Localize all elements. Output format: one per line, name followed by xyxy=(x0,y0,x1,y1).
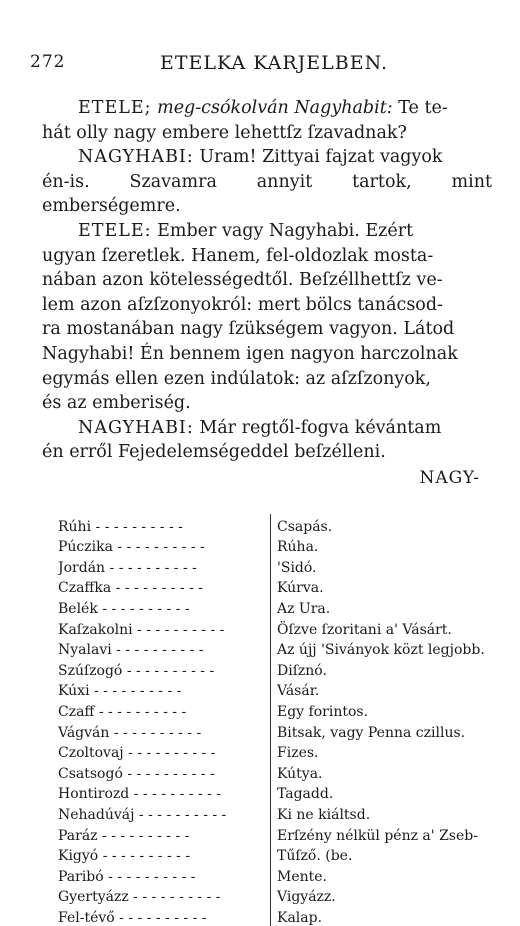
glossary-meaning: Az Ura. xyxy=(277,600,331,617)
glossary-meaning: Csapás. xyxy=(277,518,333,535)
column-rule xyxy=(270,741,271,762)
glossary-meaning: Diſznó. xyxy=(277,662,327,679)
glossary-term-cell xyxy=(58,766,270,782)
glossary-meaning: Tűſző. (be. xyxy=(277,848,353,865)
leader-dashes: - - - - - - - - - - xyxy=(114,909,207,926)
glossary-row xyxy=(58,535,498,556)
column-rule xyxy=(270,596,271,617)
column-rule xyxy=(270,535,271,556)
glossary-term: Czaff xyxy=(58,703,95,720)
glossary-row xyxy=(58,802,498,823)
leader-dashes: - - - - - - - - - - xyxy=(122,765,215,782)
leader-dashes: - - - - - - - - - - xyxy=(105,559,197,576)
glossary-term: Czaffka xyxy=(58,580,112,597)
speech-line: Uram! Zittyai fajzat vagyok xyxy=(199,147,443,168)
speech-line: én erről Fejedelemségeddel beſzélleni. xyxy=(42,442,386,463)
glossary-term: Szúſzogó xyxy=(58,662,123,679)
speech-line: Te te- xyxy=(398,98,448,118)
glossary-term-cell xyxy=(58,745,270,761)
glossary-term: Nehadúváj xyxy=(58,806,135,823)
leader-dashes: - - - - - - - - - - xyxy=(97,600,190,617)
glossary-term-cell xyxy=(58,704,270,720)
glossary-row xyxy=(58,576,498,597)
glossary-term-cell xyxy=(58,683,270,699)
column-rule xyxy=(270,782,271,803)
glossary-term: Vágván xyxy=(58,724,110,741)
glossary-term: Púczika xyxy=(58,539,113,556)
glossary-term: Hontirozd xyxy=(58,786,130,803)
glossary-meaning: Öſzve ſzoritani a' Vásárt. xyxy=(277,621,452,638)
glossary-term-cell xyxy=(58,642,270,658)
glossary-row xyxy=(58,658,498,679)
leader-dashes: - - - - - - - - - - xyxy=(94,703,187,720)
leader-dashes: - - - - - - - - - - xyxy=(111,580,204,597)
glossary-row xyxy=(58,905,498,926)
leader-dashes: - - - - - - - - - - xyxy=(89,683,182,700)
speaker-name: ETELE; xyxy=(78,98,152,118)
column-rule xyxy=(270,679,271,700)
glossary-row xyxy=(58,679,498,700)
glossary-term-cell xyxy=(58,910,270,926)
column-rule xyxy=(270,576,271,597)
glossary-meaning: Kalap. xyxy=(277,909,323,926)
glossary-term: Belék xyxy=(58,600,98,617)
glossary-meaning: 'Sidó. xyxy=(277,559,317,576)
glossary-row xyxy=(58,782,498,803)
leader-dashes: - - - - - - - - - - xyxy=(103,868,196,885)
glossary-row xyxy=(58,514,498,535)
glossary-row xyxy=(58,823,498,844)
glossary-table xyxy=(58,514,498,926)
speech-line: Nagyhabi! Én bennem igen nagyon harczolnak xyxy=(42,343,458,364)
catchword: NAGY- xyxy=(419,468,480,488)
paragraph xyxy=(42,96,492,145)
glossary-term-cell xyxy=(58,848,270,864)
glossary-term: Kigyó xyxy=(58,848,99,865)
paragraph xyxy=(42,416,492,465)
paragraph xyxy=(42,145,492,219)
glossary-term: Gyertyázz xyxy=(58,889,129,906)
glossary-term-cell xyxy=(58,786,270,802)
column-rule xyxy=(270,514,271,535)
glossary-meaning: Fizes. xyxy=(277,745,319,762)
speech-line: én-is. Szavamra annyit tartok, mint emberségemre. xyxy=(42,171,492,217)
leader-dashes: - - - - - - - - - - xyxy=(111,642,204,659)
leader-dashes: - - - - - - - - - - xyxy=(128,889,221,906)
speaker-name: NAGYHABI: xyxy=(78,417,194,438)
glossary-row xyxy=(58,864,498,885)
glossary-term-cell xyxy=(58,869,270,885)
glossary-meaning: Kúrva. xyxy=(277,580,324,597)
dialogue-text xyxy=(42,96,492,465)
glossary-meaning: Tagadd. xyxy=(277,786,334,803)
column-rule xyxy=(270,885,271,906)
leader-dashes: - - - - - - - - - - xyxy=(97,827,190,844)
glossary-row xyxy=(58,596,498,617)
glossary-term: Csatsogó xyxy=(58,765,123,782)
column-rule xyxy=(270,720,271,741)
column-rule xyxy=(270,905,271,926)
speech-line: hát olly nagy embere lehettſz ſzavadnak? xyxy=(42,122,407,143)
leader-dashes: - - - - - - - - - - xyxy=(134,806,227,823)
glossary-row xyxy=(58,638,498,659)
column-rule xyxy=(270,864,271,885)
leader-dashes: - - - - - - - - - - xyxy=(112,539,205,556)
speech-line: egymás ellen ezen indúlatok: az aſzſzonyok, xyxy=(42,368,431,389)
paragraph xyxy=(42,219,492,416)
column-rule xyxy=(270,555,271,576)
glossary-row xyxy=(58,617,498,638)
glossary-term-cell xyxy=(58,807,270,823)
glossary-term: Czoltovaj xyxy=(58,745,124,762)
page-header xyxy=(30,52,480,82)
speech-line: és az emberiség. xyxy=(42,393,191,414)
glossary-term-cell xyxy=(58,725,270,741)
speaker-name: NAGYHABI: xyxy=(78,147,194,168)
glossary-term-cell xyxy=(58,828,270,844)
glossary-term-cell xyxy=(58,601,270,617)
leader-dashes: - - - - - - - - - - xyxy=(122,662,215,679)
speech-line: ugyan ſzeretlek. Hanem, fel-oldozlak mosta- xyxy=(42,245,434,266)
speech-line: nában azon kötelességedtől. Beſzéllhettſz ve- xyxy=(42,270,443,291)
glossary-meaning: Ki ne kiáltsd. xyxy=(277,806,371,823)
running-title: ETELKA KARJELBEN. xyxy=(160,52,389,74)
speaker-name: ETELE: xyxy=(78,220,152,241)
glossary-term-cell xyxy=(58,889,270,905)
speech-line: lem azon aſzſzonyokról: mert bölcs tanácsod- xyxy=(42,294,443,315)
glossary-row xyxy=(58,844,498,865)
glossary-meaning: Vigyázz. xyxy=(277,889,336,906)
stage-direction: meg-csókolván Nagyhabit: xyxy=(157,98,393,118)
glossary-row xyxy=(58,885,498,906)
glossary-term-cell xyxy=(58,622,270,638)
glossary-row xyxy=(58,761,498,782)
glossary-meaning: Erſzény nélkül pénz a' Zseb- xyxy=(277,827,478,844)
column-rule xyxy=(270,802,271,823)
glossary-term: Kúxi xyxy=(58,683,90,700)
column-rule xyxy=(270,617,271,638)
leader-dashes: - - - - - - - - - - xyxy=(123,745,216,762)
glossary-row xyxy=(58,555,498,576)
leader-dashes: - - - - - - - - - - xyxy=(129,786,222,803)
glossary-term: Paráz xyxy=(58,827,98,844)
glossary-term-cell xyxy=(58,580,270,596)
glossary-row xyxy=(58,741,498,762)
leader-dashes: - - - - - - - - - - xyxy=(109,724,202,741)
glossary-meaning: Bitsak, vagy Penna czillus. xyxy=(277,724,466,741)
glossary-meaning: Mente. xyxy=(277,868,327,885)
leader-dashes: - - - - - - - - - - xyxy=(98,848,191,865)
glossary-term: Fel-tévő xyxy=(58,909,115,926)
page-number: 272 xyxy=(30,52,66,72)
glossary-term-cell xyxy=(58,560,270,576)
glossary-meaning: Vásár. xyxy=(277,683,320,700)
speech-line: ra mostanában nagy ſzükségem vagyon. Látod xyxy=(42,319,455,340)
glossary-meaning: Egy forintos. xyxy=(277,703,369,720)
glossary-term: Nyalavi xyxy=(58,642,112,659)
column-rule xyxy=(270,761,271,782)
column-rule xyxy=(270,699,271,720)
glossary-term-cell xyxy=(58,539,270,555)
glossary-row xyxy=(58,699,498,720)
glossary-term: Paribó xyxy=(58,868,104,885)
speech-line: Ember vagy Nagyhabi. Ezért xyxy=(157,220,414,241)
leader-dashes: - - - - - - - - - - xyxy=(132,621,225,638)
glossary-meaning: Rúha. xyxy=(277,539,319,556)
glossary-meaning: Az újj 'Siványok közt legjobb. xyxy=(277,642,485,659)
glossary-term-cell xyxy=(58,519,270,535)
glossary-term: Kaſzakolni xyxy=(58,621,133,638)
column-rule xyxy=(270,844,271,865)
glossary-term: Rúhi xyxy=(58,518,92,535)
column-rule xyxy=(270,638,271,659)
column-rule xyxy=(270,823,271,844)
speech-line: Már regtől-fogva kévántam xyxy=(199,417,442,438)
glossary-term: Jordán xyxy=(58,559,106,576)
glossary-term-cell xyxy=(58,663,270,679)
leader-dashes: - - - - - - - - - - xyxy=(91,518,183,535)
glossary-row xyxy=(58,720,498,741)
glossary-meaning: Kútya. xyxy=(277,765,323,782)
column-rule xyxy=(270,658,271,679)
